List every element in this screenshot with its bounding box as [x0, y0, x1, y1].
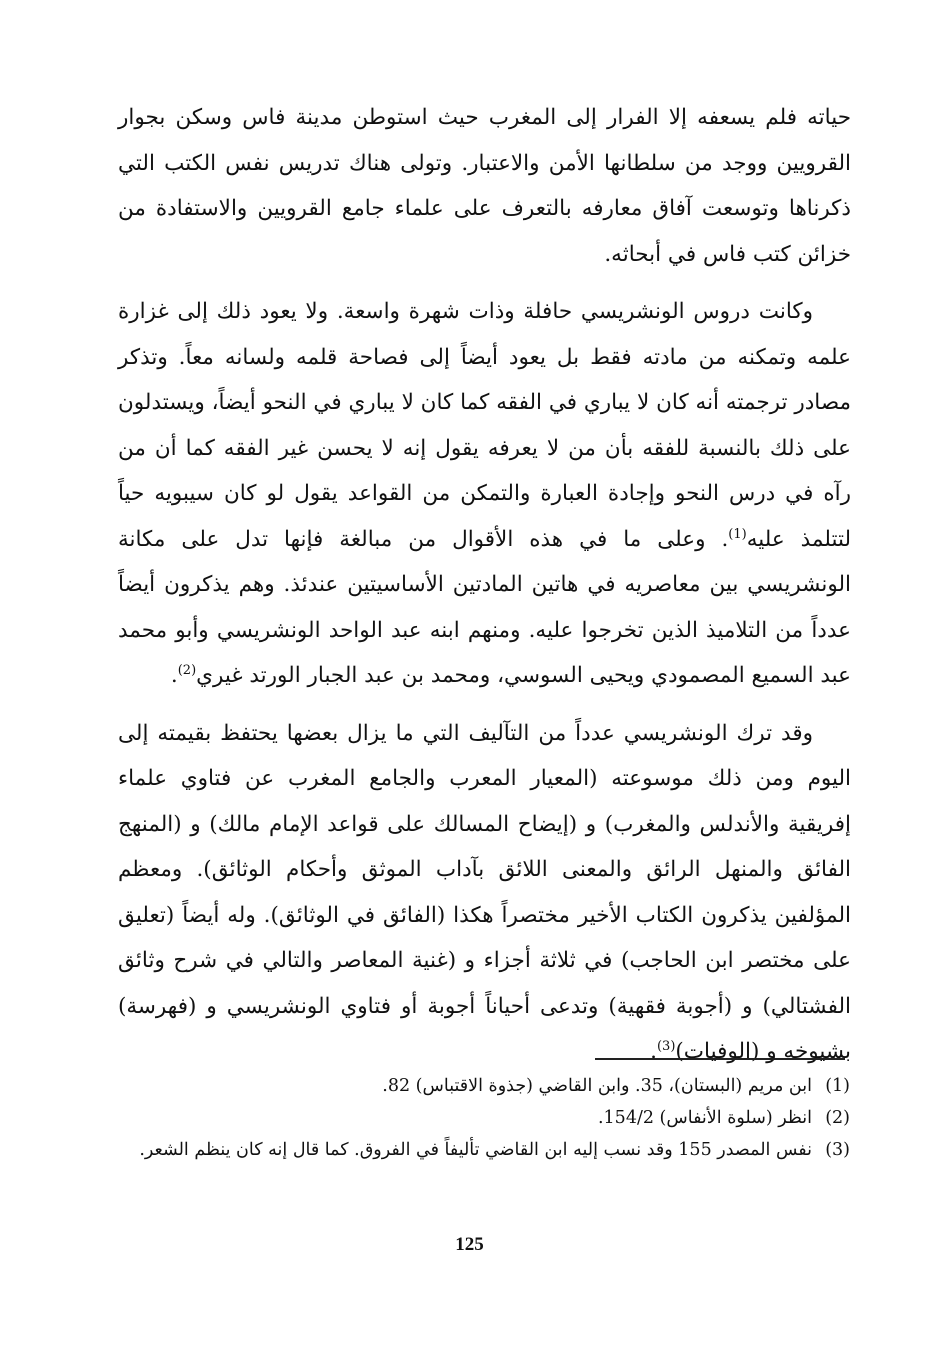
footnote-text: نفس المصدر 155 وقد نسب إليه ابن القاضي تأليفاً في الفروق. كما قال إنه كان ينظم الشعر.	[139, 1140, 812, 1160]
main-text	[118, 95, 851, 1075]
footnote-3	[132, 1134, 850, 1166]
footnote-ref-2[interactable]: (2)	[177, 662, 197, 678]
paragraph-3	[118, 711, 851, 1075]
footnote-text: انظر (سلوة الأنفاس) 154/2.	[597, 1108, 812, 1128]
paragraph-3-text-end: .	[650, 1039, 657, 1064]
footnote-number: (3)	[825, 1140, 850, 1160]
footnote-1	[132, 1070, 850, 1102]
footnote-ref-1[interactable]: (1)	[728, 526, 747, 542]
paragraph-2-text-cont: . وعلى ما في هذه الأقوال من مبالغة فإنها تدل على مكانة الونشريسي بين معاصريه في هاتين المادتين الأساسيتين عندئذ. وهم يذكرون أيضاً عدداً من التلاميذ الذين تخرجوا عليه. ومنهم ابنه عبد الواحد الونشريسي وأبو محمد عبد السميع المصمودي ويحيى السوسي، ومحمد بن عبد الجبار الورتد غيري	[118, 526, 851, 688]
paragraph-1	[118, 95, 851, 277]
paragraph-1-text: حياته فلم يسعفه إلا الفرار إلى المغرب حيث استوطن مدينة فاس وسكن بجوار القرويين ووجد من سلطانها الأمن والاعتبار. وتولى هناك تدريس نفس الكتب التي ذكرناها وتوسعت آفاق معارفه بالتعرف على علماء جامع القرويين والاستفادة من خزائن كتب فاس في أبحاثه.	[118, 105, 851, 267]
footnotes	[132, 1070, 850, 1166]
paragraph-2	[118, 289, 851, 699]
paragraph-2-text-end: .	[170, 663, 178, 688]
footnote-separator	[595, 1058, 845, 1060]
page-number: 125	[455, 1234, 484, 1255]
paragraph-2-text: وكانت دروس الونشريسي حافلة وذات شهرة واسعة. ولا يعود ذلك إلى غزارة علمه وتمكنه من مادته فقط بل يعود أيضاً إلى فصاحة قلمه ولسانه معاً. وتذكر مصادر ترجمته أنه كان لا يباري في الفقه كما كان لا يباري في النحو أيضاً، ويستدلون على ذلك بالنسبة للفقه بأن من لا يعرفه يقول إنه لا يحسن غير الفقه كما أن من رآه في درس النحو وإجادة العبارة والتمكن من القواعد يقول لو كان سيبويه حياً لتتلمذ عليه	[118, 299, 852, 552]
footnote-number: (1)	[825, 1076, 850, 1096]
footnote-2	[132, 1102, 850, 1134]
footnote-text: ابن مريم (البستان)، 35. وابن القاضي (جذوة الاقتباس) 82.	[382, 1076, 812, 1096]
footnote-number: (2)	[825, 1108, 850, 1128]
footnote-ref-3[interactable]: (3)	[656, 1038, 676, 1054]
paragraph-3-text: وقد ترك الونشريسي عدداً من التآليف التي ما يزال بعضها يحتفظ بقيمته إلى اليوم ومن ذلك موسوعته (المعيار المعرب والجامع المغرب عن فتاوي علماء إفريقية والأندلس والمغرب) و (إيضاح المسالك على قواعد الإمام مالك) و (المنهج الفائق والمنهل الرائق والمعنى اللائق بآداب الموثق وأحكام الوثائق). ومعظم المؤلفين يذكرون الكتاب الأخير مختصراً هكذا (الفائق في الوثائق). وله أيضاً (تعليق على مختصر ابن الحاجب) في ثلاثة أجزاء و (غنية المعاصر والتالي في شرح وثائق الفشتالي) و (أجوبة فقهية) وتدعى أحياناً أجوبة أو فتاوي الونشريسي و (فهرسة) بشيوخه و (الوفيات)	[118, 720, 851, 1064]
